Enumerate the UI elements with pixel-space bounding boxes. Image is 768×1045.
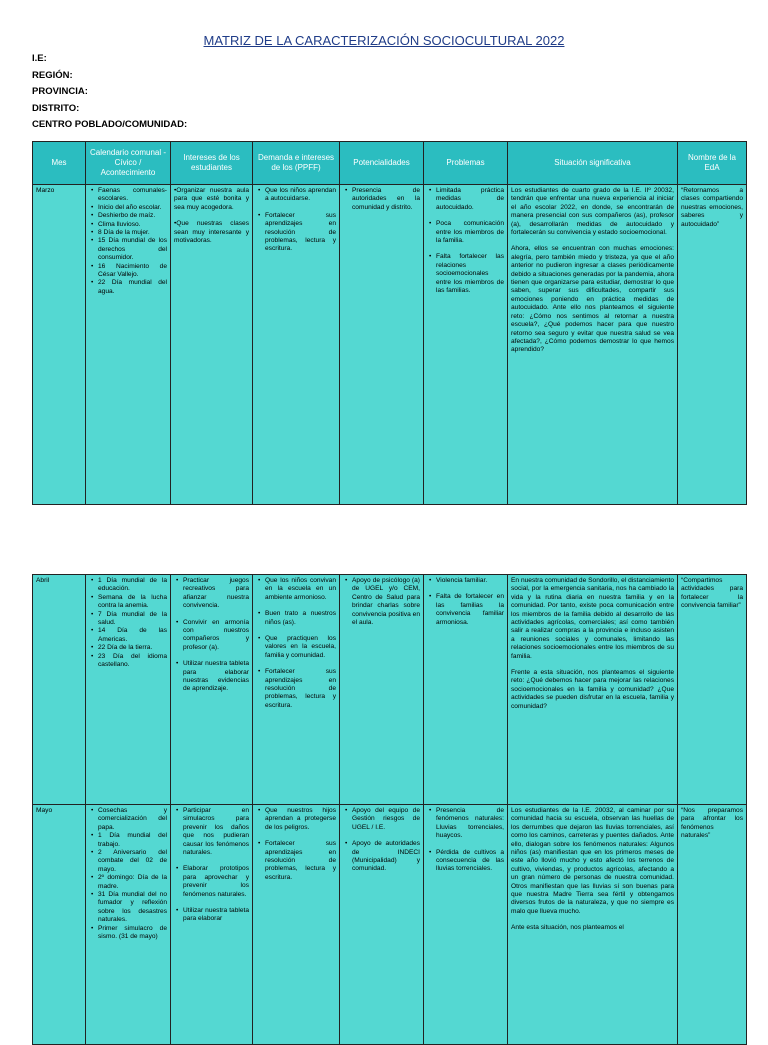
list-item: • Utilizar nuestra tableta para elaborar nuestras evidencias de aprendizaje. bbox=[183, 660, 249, 694]
list-item: • Que los niños aprendan a autocuidarse. bbox=[265, 187, 336, 204]
cell-demanda bbox=[253, 185, 340, 505]
list-item: • 2º domingo: Día de la madre. bbox=[98, 874, 167, 891]
header-potencialidades: Potencialidades bbox=[340, 142, 424, 185]
list-item: • 22 Día mundial del agua. bbox=[98, 279, 167, 296]
list-item: • Poca comunicación entre los miembros de la familia. bbox=[436, 220, 504, 245]
paragraph: Los estudiantes de la I.E. 20032, al caminar por su comunidad hacia su escuela, observan las huellas de los derrumbes que dejaron las lluvias torrenciales, así como los caminos, carreteras y puentes dañados. Ante ello, dialogan sobre los fenómenos naturales: Algunos niños (as) manifiestan que en los primeros meses de este año llovió mucho y esto afectó los terrenos de cultivo, viviendas, y productos agrícolas, afectando a un gran número de personas de nuestra comunidad. Otros manifiestan que las lluvias sí son buenas para que nuestra Madre Tierra sea fértil y obtengamos diversos frutos de la naturaleza, y que no siempre es malo que llueva mucho. bbox=[511, 807, 674, 915]
list-item: • Cosechas y comercialización del papa. bbox=[98, 807, 167, 832]
list-item: • Que nuestros hijos aprendan a protegerse de los peligros. bbox=[265, 807, 336, 832]
list-item: • Fortalecer sus aprendizajes en resolución de problemas, lectura y escritura. bbox=[265, 212, 336, 254]
field-provincia: PROVINCIA: bbox=[32, 86, 88, 97]
cell-problemas bbox=[424, 185, 508, 505]
table-row bbox=[33, 575, 747, 805]
cell-intereses bbox=[171, 185, 253, 505]
matrix-table-2 bbox=[32, 574, 747, 1045]
paragraph: Ante esta situación, nos planteamos el bbox=[511, 924, 624, 932]
list-item: • Apoyo del equipo de Gestión riesgos de UGEL / I.E. bbox=[352, 807, 420, 832]
list-item: • Deshierbo de maíz. bbox=[98, 212, 167, 220]
header-intereses: Intereses de los estudiantes bbox=[171, 142, 253, 185]
list-item: • 8 Día de la mujer. bbox=[98, 229, 167, 237]
header-row bbox=[33, 142, 747, 185]
header-problemas: Problemas bbox=[424, 142, 508, 185]
cell-potencialidades bbox=[340, 805, 424, 1045]
table-row bbox=[33, 805, 747, 1045]
list-item: • Violencia familiar. bbox=[436, 577, 504, 585]
cell-eda: “Compartimos actividades para fortalecer la convivencia familiar” bbox=[678, 575, 747, 805]
cell-mes: Abril bbox=[33, 575, 86, 805]
cell-demanda bbox=[253, 575, 340, 805]
list-item: • 22 Día de la tierra. bbox=[98, 644, 167, 652]
cell-eda: “Nos preparamos para afrontar los fenómenos naturales” bbox=[678, 805, 747, 1045]
field-centro-poblado: CENTRO POBLADO/COMUNIDAD: bbox=[32, 119, 188, 130]
paragraph: Ahora, ellos se encuentran con muchas emociones: alegría, pero también miedo y tristeza, ya que el año anterior no pudieron ingresar a clases periódicamente debido a situaciones generadas por la pandemia, ahora tienen que organizarse para estudiar, demostrar lo que saben, superar sus dificultades, compartir sus emociones poniendo en práctica medidas de autocuidado. Ante ello nos planteamos el siguiente reto: ¿Cómo nos sentimos al retornar a nuestra escuela?, ¿Qué podemos hacer para que nuestro retorno sea seguro y evitar que nuestra salud se vea afectada?, ¿Cómo podemos demostrar lo que hemos aprendido? bbox=[511, 245, 674, 354]
list-item: • Primer simulacro de sismo. (31 de mayo) bbox=[98, 925, 167, 942]
list-item: • Apoyo de psicólogo (a) de UGEL y/o CEM, Centro de Salud para brindar charlas sobre convivencia positiva en el aula. bbox=[352, 577, 420, 627]
cell-potencialidades bbox=[340, 575, 424, 805]
table-row bbox=[33, 185, 747, 505]
list-item: • Falta fortalecer las relaciones socioemocionales entre los miembros de las familias. bbox=[436, 253, 504, 295]
paragraph: Los estudiantes de cuarto grado de la I.E. IIº 20032, tendrán que enfrentar una nueva experiencia al iniciar el año escolar 2022, en donde, se encontrarán de manera presencial con sus compañeros (as), profesor (a), desarrollarán medidas de autocuidado y fortalecerán su convivencia y estado socioemocional. bbox=[511, 187, 674, 237]
list-item: • 23 Día del idioma castellano. bbox=[98, 653, 167, 670]
list-item: • 1 Día mundial de la educación. bbox=[98, 577, 167, 594]
list-item: • Participar en simulacros para prevenir los daños que nos pudieran causar los fenómenos naturales. bbox=[183, 807, 249, 857]
field-distrito: DISTRITO: bbox=[32, 102, 80, 114]
list-item: • Utilizar nuestra tableta para elaborar bbox=[183, 907, 249, 924]
list-item: • Convivir en armonía con nuestros compañeros y profesor (a). bbox=[183, 619, 249, 653]
document-title: MATRIZ DE LA CARACTERIZACIÓN SOCIOCULTURAL 2022 bbox=[203, 33, 565, 48]
list-item: • Clima lluvioso. bbox=[98, 221, 167, 229]
cell-mes: Marzo bbox=[33, 185, 86, 505]
list-item: • Practicar juegos recreativos para afianzar nuestra convivencia. bbox=[183, 577, 249, 611]
list-item: • Presencia de fenómenos naturales: Lluvias torrenciales, huaycos. bbox=[436, 807, 504, 841]
list-item: • 15 Día mundial de los derechos del consumidor. bbox=[98, 237, 167, 262]
cell-demanda bbox=[253, 805, 340, 1045]
cell-intereses bbox=[171, 575, 253, 805]
list-item: • Que practiquen los valores en la escuela, familia y comunidad. bbox=[265, 635, 336, 660]
cell-eda: “Retornamos a clases compartiendo nuestras emociones, saberes y autocuidado” bbox=[678, 185, 747, 505]
list-item: • 2 Aniversario del combate del 02 de mayo. bbox=[98, 849, 167, 874]
field-ie: I.E: bbox=[32, 53, 47, 64]
cell-problemas bbox=[424, 805, 508, 1045]
cell-mes: Mayo bbox=[33, 805, 86, 1045]
cell-problemas bbox=[424, 575, 508, 805]
header-calendario: Calendario comunal - Cívico / Acontecimiento bbox=[86, 142, 171, 185]
list-item: • Que los niños convivan en la escuela en un ambiente armonioso. bbox=[265, 577, 336, 602]
list-item: • Buen trato a nuestros niños (as). bbox=[265, 610, 336, 627]
header-demanda: Demanda e intereses de los (PPFF) bbox=[253, 142, 340, 185]
list-item: •Que nuestras clases sean muy interesante y motivadoras. bbox=[174, 220, 249, 245]
list-item: • 1 Día mundial del trabajo. bbox=[98, 832, 167, 849]
matrix-table-1 bbox=[32, 141, 747, 505]
header-fields bbox=[32, 51, 187, 134]
list-item: • Fortalecer sus aprendizajes en resolución de problemas, lectura y escritura. bbox=[265, 840, 336, 882]
list-item: • Faenas comunales-escolares. bbox=[98, 187, 167, 204]
header-situacion: Situación significativa bbox=[508, 142, 678, 185]
list-item: • 7 Día mundial de la salud. bbox=[98, 611, 167, 628]
cell-situacion bbox=[508, 185, 678, 505]
cell-situacion bbox=[508, 575, 678, 805]
list-item: • Apoyo de autoridades de INDECI (Municipalidad) y comunidad. bbox=[352, 840, 420, 874]
cell-calendario bbox=[86, 805, 171, 1045]
list-item: • 14 Día de las Americas. bbox=[98, 627, 167, 644]
list-item: •Organizar nuestra aula para que esté bonita y sea muy acogedora. bbox=[174, 187, 249, 211]
list-item: • 16 Nacimiento de César Vallejo. bbox=[98, 263, 167, 280]
list-item: • Falta de fortalecer en las familias la convivencia familiar armoniosa. bbox=[436, 593, 504, 627]
list-item: • 31 Día mundial del no fumador y reflexión sobre los desastres naturales. bbox=[98, 891, 167, 925]
paragraph: Frente a esta situación, nos planteamos el siguiente reto: ¿Qué debemos hacer para mejorar las relaciones socioemocionales en la familia y comunidad? ¿Que actividades se pueden disfrutar en la escuela, familia y comunidad? bbox=[511, 669, 674, 710]
list-item: • Inicio del año escolar. bbox=[98, 204, 167, 212]
cell-calendario bbox=[86, 575, 171, 805]
list-item: • Elaborar prototipos para aprovechar y prevenir los fenómenos naturales. bbox=[183, 865, 249, 899]
list-item: • Presencia de autoridades en la comunidad y distrito. bbox=[352, 187, 420, 212]
cell-situacion bbox=[508, 805, 678, 1045]
paragraph: En nuestra comunidad de Sondorillo, el distanciamiento social, por la emergencia sanitaria, nos ha cambiado la vida y la rutina diaria en nuestra familia y en la comunidad. Por tanto, existe poca comunicación entre los miembros de la familia debido al desarrollo de las actividades agrícolas, comerciales; así como también salir a realizar compras a la provincia e incluso asisten a reuniones sociales y comunales, limitando las relaciones socioemocionales entre los miembros de su familia. bbox=[511, 577, 674, 660]
field-region: REGIÓN: bbox=[32, 69, 73, 81]
header-eda: Nombre de la EdA bbox=[678, 142, 747, 185]
list-item: • Pérdida de cultivos a consecuencia de las lluvias torrenciales. bbox=[436, 849, 504, 874]
cell-intereses bbox=[171, 805, 253, 1045]
header-mes: Mes bbox=[33, 142, 86, 185]
cell-calendario bbox=[86, 185, 171, 505]
list-item: • Semana de la lucha contra la anemia. bbox=[98, 594, 167, 611]
list-item: • Fortalecer sus aprendizajes en resolución de problemas, lectura y escritura. bbox=[265, 668, 336, 710]
cell-potencialidades bbox=[340, 185, 424, 505]
list-item: • Limitada práctica medidas de autocuidado. bbox=[436, 187, 504, 212]
